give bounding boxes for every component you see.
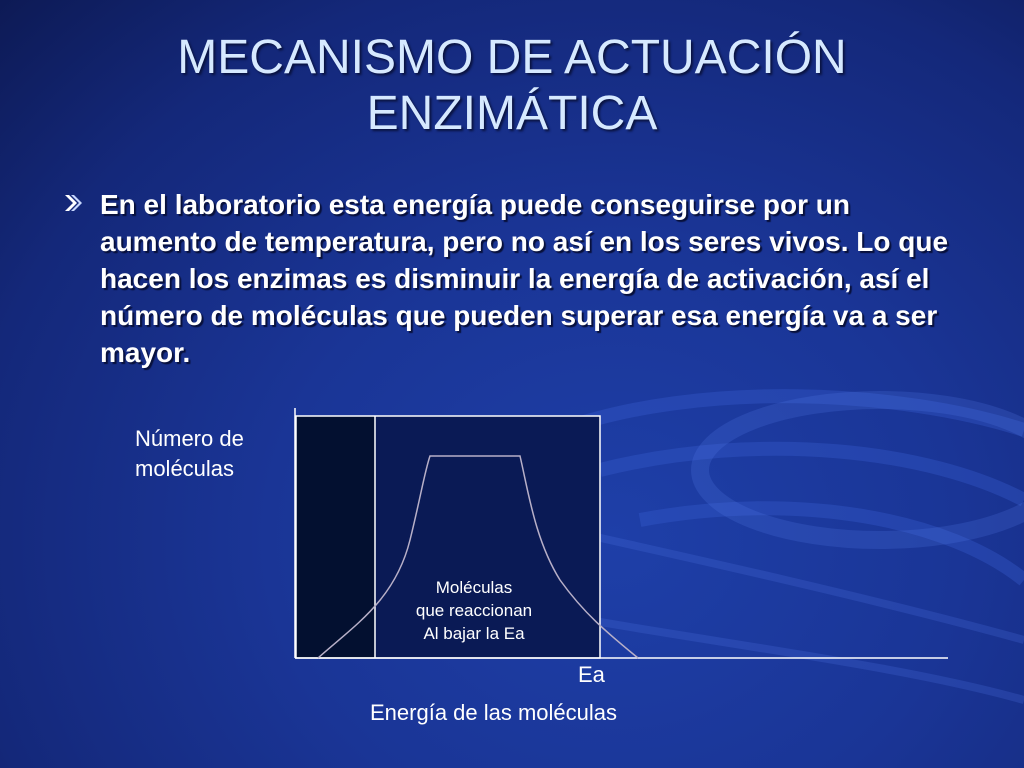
title-line-2: ENZIMÁTICA — [366, 87, 658, 140]
bullet-text: En el laboratorio esta energía puede conseguirse por un aumento de temperatura, pero no así en los seres vivos. Lo que hacen los enzimas es disminuir la energía de activación, así el número de moléculas que pueden superar esa energía va a ser mayor. — [100, 189, 949, 368]
region-label-line-2: que reaccionan — [415, 601, 533, 620]
unreacted-region — [296, 416, 375, 658]
region-label-line-1: Moléculas — [435, 578, 513, 597]
region-label — [398, 576, 550, 645]
region-label-line-3: Al bajar la Ea — [423, 624, 525, 643]
title-line-1: MECANISMO DE ACTUACIÓN — [177, 31, 847, 84]
x-axis-label: Energía de las moléculas — [370, 700, 618, 725]
y-axis-label: Número de moléculas — [135, 426, 244, 481]
ea-label: Ea — [578, 662, 605, 687]
